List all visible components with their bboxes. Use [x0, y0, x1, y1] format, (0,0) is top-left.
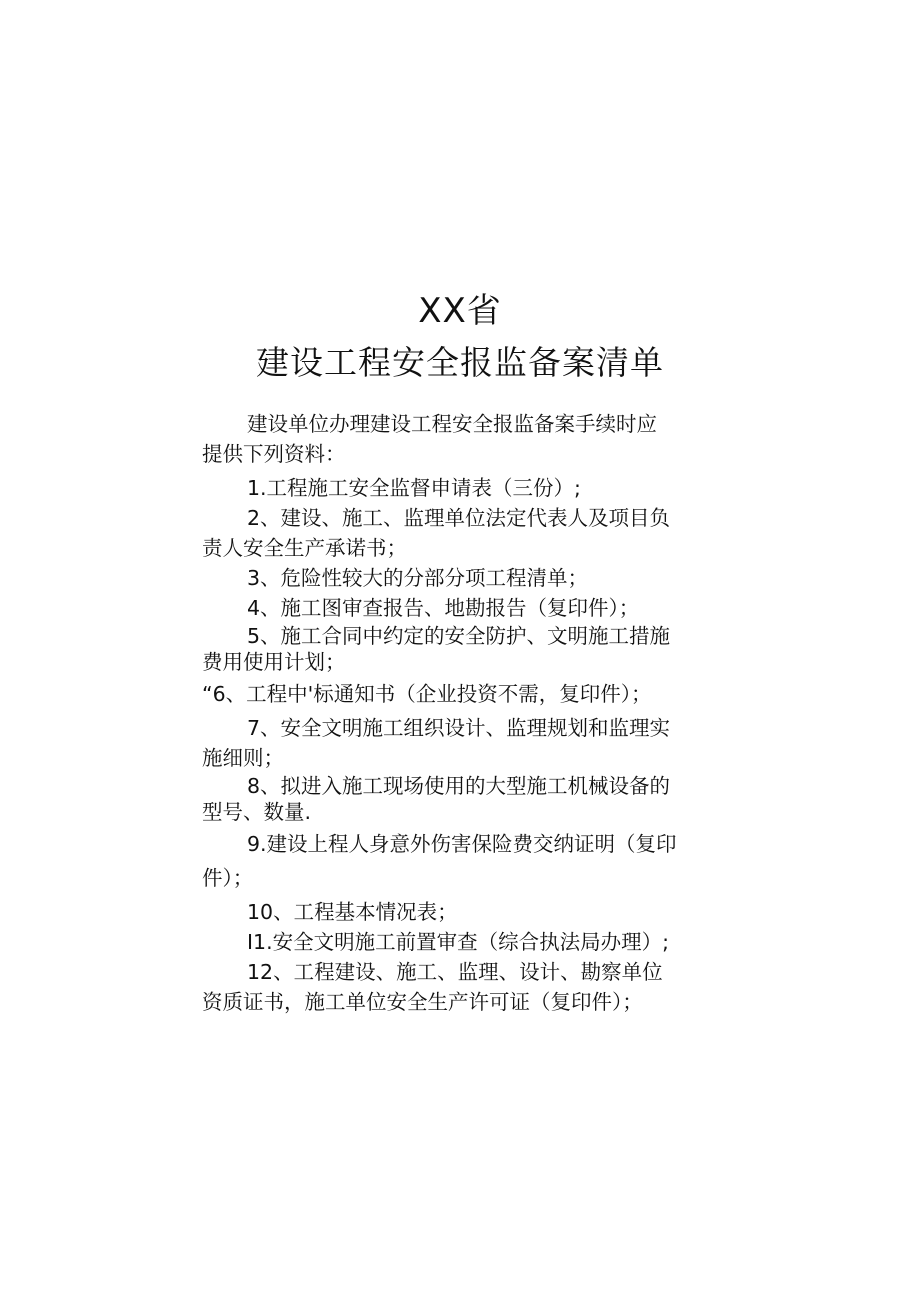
- list-item-2: 2、建设、施工、监理单位法定代表人及项目负: [247, 506, 671, 530]
- list-item-7: 7、安全文明施工组织设计、监理规划和监理实: [247, 716, 671, 740]
- intro-line-2: 提供下列资料：: [202, 442, 346, 466]
- list-item-3: 3、危险性较大的分部分项工程清单；: [247, 566, 589, 590]
- intro-line-1: 建设单位办理建设工程安全报监备案手续时应: [247, 412, 657, 436]
- list-item-12: 12、工程建设、施工、监理、设计、勘察单位: [247, 960, 663, 984]
- document-title-province: XX省: [418, 291, 502, 331]
- list-item-7-cont: 施细则；: [202, 746, 284, 770]
- list-item-11: I1.安全文明施工前置审查（综合执法局办理）;: [247, 930, 670, 954]
- list-item-5-cont: 费用使用计划；: [202, 650, 346, 674]
- document-body: [202, 409, 732, 1017]
- document-title: 建设工程安全报监备案清单: [256, 343, 664, 382]
- list-item-8-cont: 型号、数量.: [202, 800, 312, 824]
- list-item-6: “6、工程中'标通知书（企业投资不需，复印件）；: [202, 682, 652, 706]
- list-item-10: 10、工程基本情况表；: [247, 900, 458, 924]
- list-item-1: 1.工程施工安全监督申请表（三份）;: [247, 476, 581, 500]
- list-item-8: 8、拟进入施工现场使用的大型施工机械设备的: [247, 774, 671, 798]
- list-item-12-cont: 资质证书，施工单位安全生产许可证（复印件）；: [202, 990, 643, 1014]
- list-item-2-cont: 责人安全生产承诺书；: [202, 536, 407, 560]
- list-item-4: 4、施工图审查报告、地勘报告（复印件）；: [247, 596, 640, 620]
- list-item-9: 9.建设上程人身意外伤害保险费交纳证明（复印: [247, 832, 677, 856]
- list-item-9-cont: 件）；: [202, 866, 254, 890]
- list-item-5: 5、施工合同中约定的安全防护、文明施工措施: [247, 624, 671, 648]
